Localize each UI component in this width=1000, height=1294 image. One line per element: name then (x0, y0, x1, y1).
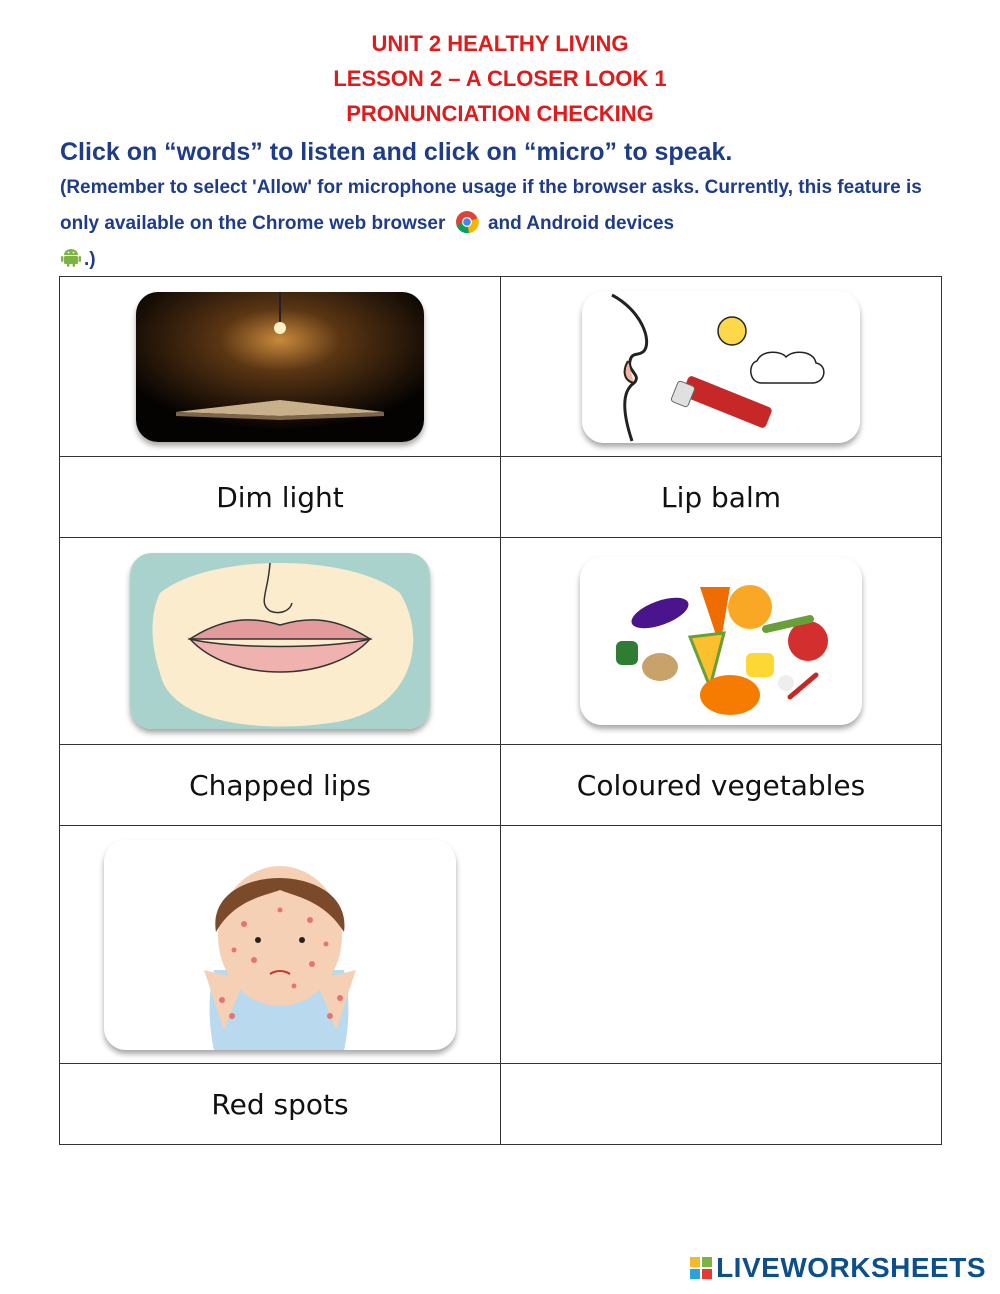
chrome-icon (455, 210, 479, 234)
image-row (60, 277, 942, 457)
instruction-main: Click on “words” to listen and click on “micro” to speak. (60, 138, 733, 166)
word-row (60, 745, 942, 826)
word-cell (501, 457, 942, 538)
worksheet-header (0, 26, 1000, 131)
note-end: .) (84, 249, 96, 270)
note-text-2: and Android devices (487, 213, 675, 234)
word-chapped-lips[interactable]: Chapped lips (189, 768, 371, 802)
lip-balm-image (582, 291, 860, 443)
topic-title: PRONUNCIATION CHECKING (346, 101, 654, 126)
image-cell (501, 538, 942, 745)
empty-cell (501, 1064, 942, 1145)
image-cell (60, 277, 501, 457)
chapped-lips-image (130, 553, 430, 729)
logo-text: LIVEWORKSHEETS (716, 1252, 986, 1283)
red-spots-image (104, 840, 456, 1050)
unit-title: UNIT 2 HEALTHY LIVING (371, 31, 629, 56)
image-row (60, 826, 942, 1064)
dim-light-image (136, 292, 424, 442)
word-lip-balm[interactable]: Lip balm (660, 480, 782, 514)
image-cell (501, 277, 942, 457)
instruction-note (60, 170, 950, 278)
word-coloured-vegetables[interactable]: Coloured vegetables (576, 768, 866, 802)
logo-tiles-icon (690, 1257, 712, 1279)
word-cell (60, 457, 501, 538)
image-row (60, 538, 942, 745)
coloured-vegetables-image (580, 557, 862, 725)
word-cell (60, 745, 501, 826)
note-text-1: (Remember to select 'Allow' for microphone usage if the browser asks. Currently, this feature is only available on the Chrome web browser (60, 177, 922, 234)
instructions (60, 134, 950, 278)
liveworksheets-logo (690, 1252, 986, 1284)
word-red-spots[interactable]: Red spots (211, 1087, 349, 1121)
lesson-title: LESSON 2 – A CLOSER LOOK 1 (333, 66, 667, 91)
empty-cell (501, 826, 942, 1064)
android-icon (60, 245, 82, 267)
word-cell (60, 1064, 501, 1145)
word-row (60, 457, 942, 538)
word-row (60, 1064, 942, 1145)
image-cell (60, 538, 501, 745)
word-cell (501, 745, 942, 826)
image-cell (60, 826, 501, 1064)
vocabulary-table (59, 276, 942, 1145)
word-dim-light[interactable]: Dim light (216, 480, 344, 514)
